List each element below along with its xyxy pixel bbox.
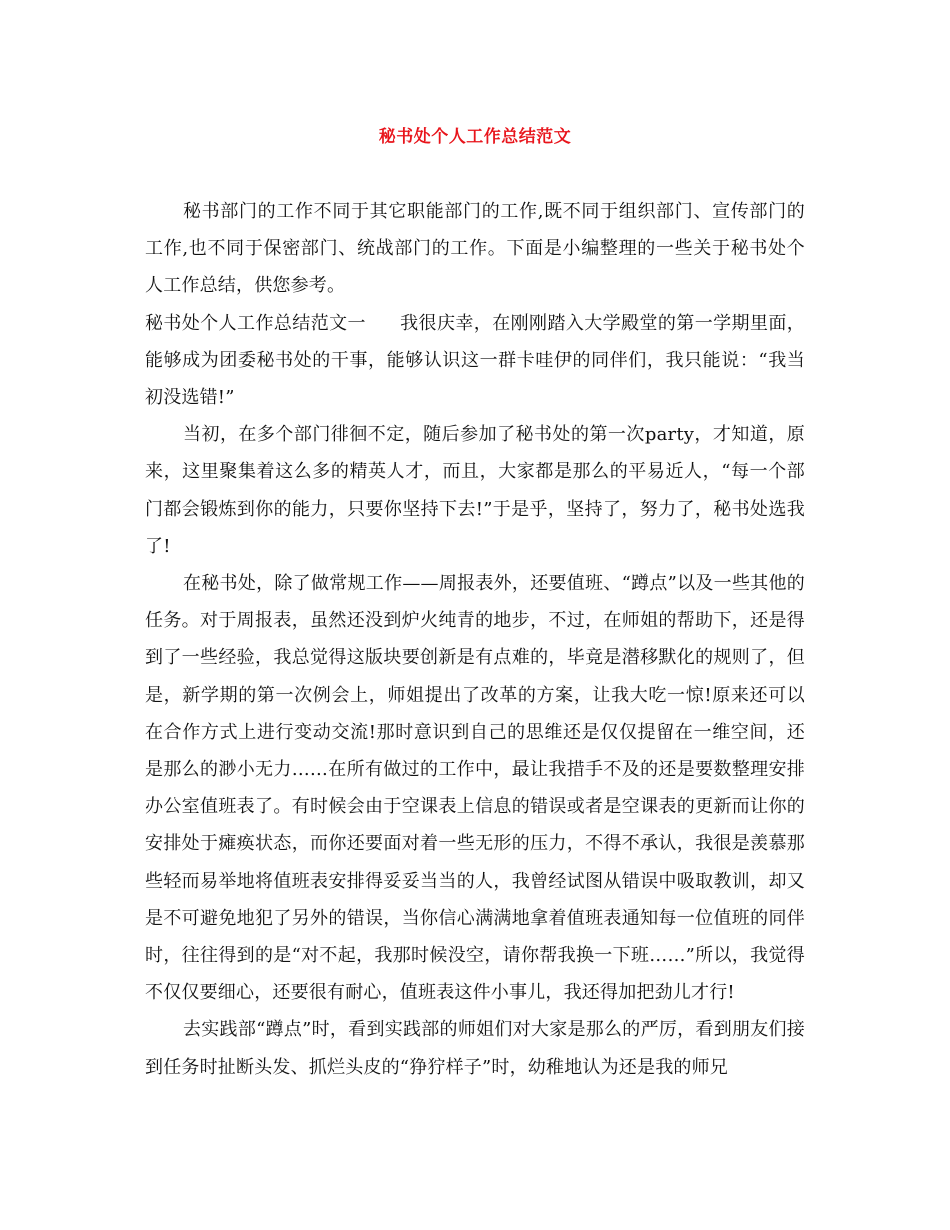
intro-paragraph: 秘书部门的工作不同于其它职能部门的工作,既不同于组织部门、宣传部门的工作,也不同于保密部门、统战部门的工作。下面是小编整理的一些关于秘书处个人工作总结，供您参考。 [145,201,805,297]
body-paragraph: 当初，在多个部门徘徊不定，随后参加了秘书处的第一次party，才知道，原来，这里聚集着这么多的精英人才，而且，大家都是那么的平易近人，“每一个部门都会锻炼到你的能力，只要你坚持下去!”于是乎，坚持了，努力了，秘书处选我了! [145,424,805,557]
section-opening-text: 我很庆幸，在刚刚踏入大学殿堂的第一学期里面，能够成为团委秘书处的干事，能够认识这一群卡哇伊的同伴们，我只能说：“我当初没选错!” [145,312,805,409]
body-paragraph: 在秘书处，除了做常规工作——周报表外，还要值班、“蹲点”以及一些其他的任务。对于周报表，虽然还没到炉火纯青的地步，不过，在师姐的帮助下，还是得到了一些经验，我总觉得这版块要创新是有点难的，毕竟是潜移默化的规则了，但是，新学期的第一次例会上，师姐提出了改革的方案，让我大吃一惊!原来还可以在合作方式上进行变动交流!那时意识到自己的思维还是仅仅提留在一维空间，还是那么的渺小无力……在所有做过的工作中，最让我措手不及的还是要数整理安排办公室值班表了。有时候会由于空课表上信息的错误或者是空课表的更新而让你的安排处于瘫痪状态，而你还要面对着一些无形的压力，不得不承认，我很是羡慕那些轻而易举地将值班表安排得妥妥当当的人，我曾经试图从错误中吸取教训，却又是不可避免地犯了另外的错误，当你信心满满地拿着值班表通知每一位值班的同伴时，往往得到的是“对不起，我那时候没空，请你帮我换一下班……”所以，我觉得不仅仅要细心，还要很有耐心，值班表这件小事儿，我还得加把劲儿才行! [145,573,805,1004]
section-heading: 秘书处个人工作总结范文一 [145,312,366,334]
document-body [145,193,805,1086]
body-paragraph: 去实践部“蹲点”时，看到实践部的师姐们对大家是那么的严厉，看到朋友们接到任务时扯断头发、抓烂头皮的“狰狞样子”时，幼稚地认为还是我的师兄 [145,1019,805,1078]
section-first-paragraph [145,305,805,417]
document-title: 秘书处个人工作总结范文 [378,127,572,147]
